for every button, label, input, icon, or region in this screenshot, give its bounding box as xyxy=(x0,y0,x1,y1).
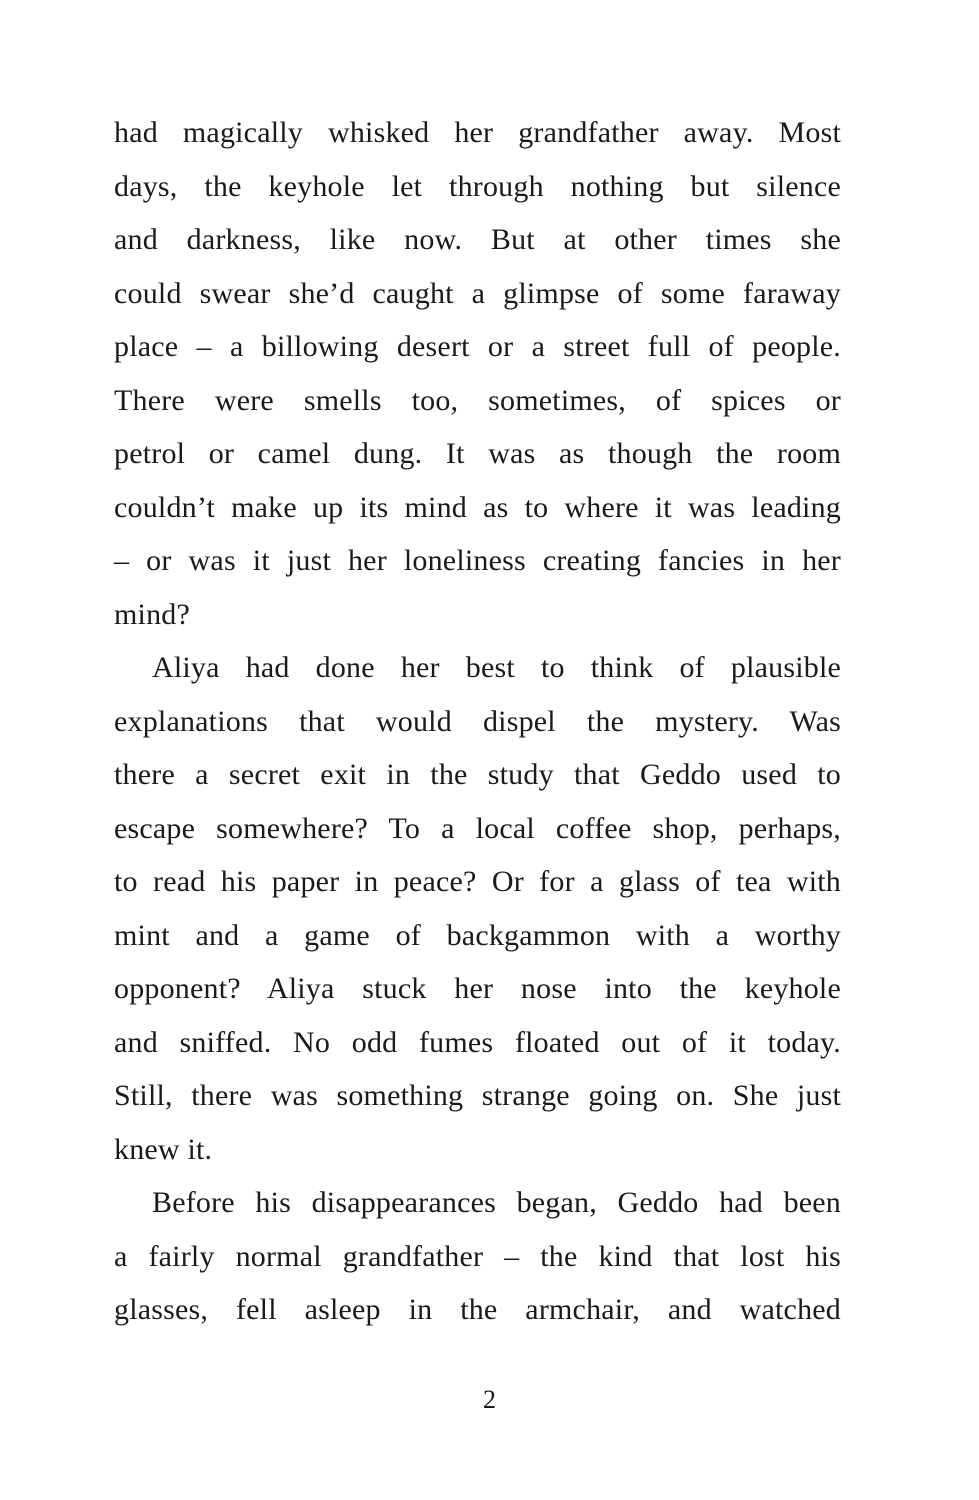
text-line: explanations that would dispel the mystery. Was xyxy=(114,704,841,738)
text-line: place – a billowing desert or a street full of people. xyxy=(114,330,841,363)
paragraph-2 xyxy=(114,641,841,1176)
text-line: mint and a game of backgammon with a worthy xyxy=(114,918,841,952)
text-line: escape somewhere? To a local coffee shop, perhaps, xyxy=(114,811,841,845)
text-line: opponent? Aliya stuck her nose into the keyhole xyxy=(114,972,841,1005)
paragraph-3 xyxy=(114,1176,841,1337)
text-line: Aliya had done her best to think of plausible xyxy=(152,651,841,684)
text-line: knew it. xyxy=(114,1132,213,1166)
text-line: and darkness, like now. But at other times she xyxy=(114,223,841,256)
text-line: and sniffed. No odd fumes floated out of it today. xyxy=(114,1025,841,1059)
text-line: days, the keyhole let through nothing but silence xyxy=(114,169,841,203)
body-text xyxy=(114,106,841,1337)
text-line: a fairly normal grandfather – the kind that lost his xyxy=(114,1239,841,1273)
page-number: 2 xyxy=(483,1385,496,1414)
text-line: Still, there was something strange going on. She just xyxy=(114,1079,841,1112)
text-line: could swear she’d caught a glimpse of some faraway xyxy=(114,276,841,310)
text-line: to read his paper in peace? Or for a glass of tea with xyxy=(114,865,841,898)
text-line: There were smells too, sometimes, of spices or xyxy=(114,383,841,417)
paragraph-1 xyxy=(114,106,841,641)
text-line: glasses, fell asleep in the armchair, and watched xyxy=(114,1293,841,1326)
text-line: – or was it just her loneliness creating fancies in her xyxy=(114,544,841,577)
text-line: petrol or camel dung. It was as though the room xyxy=(114,437,841,470)
text-line: had magically whisked her grandfather away. Most xyxy=(114,116,841,149)
text-line: mind? xyxy=(114,597,190,631)
text-line: Before his disappearances began, Geddo had been xyxy=(152,1186,841,1219)
text-line: there a secret exit in the study that Geddo used to xyxy=(114,758,841,791)
text-line: couldn’t make up its mind as to where it was leading xyxy=(114,490,841,524)
